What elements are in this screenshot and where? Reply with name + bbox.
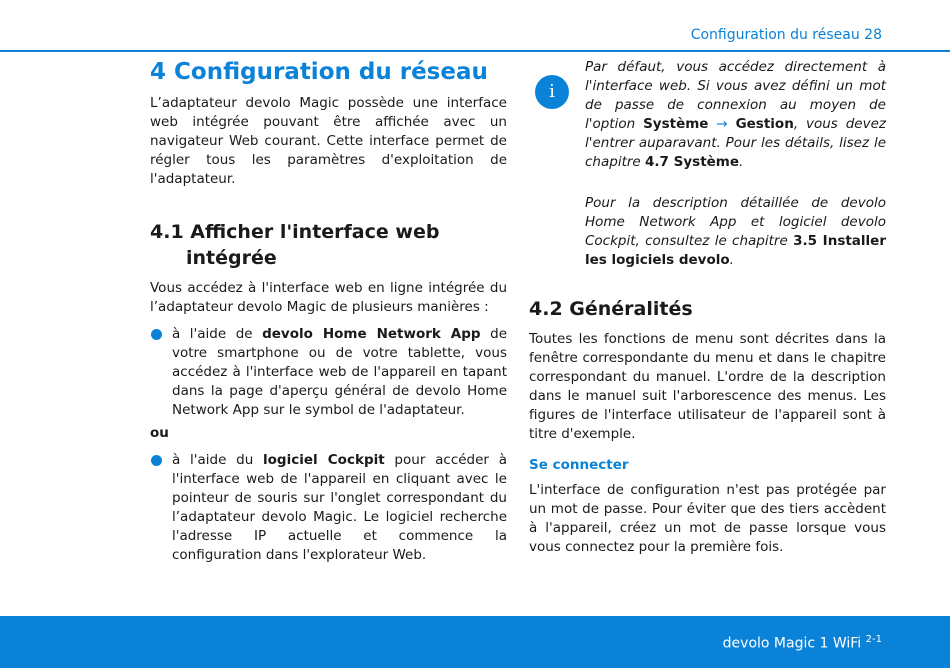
- access-intro-paragraph: Vous accédez à l'interface web en ligne intégrée du l’adaptateur devolo Magic de plusieurs manières :: [150, 280, 507, 315]
- running-header: Configuration du réseau 28: [690, 27, 882, 43]
- or-separator: ou: [150, 425, 169, 441]
- bullet-icon: [151, 455, 162, 466]
- right-column: [529, 58, 886, 557]
- list-item: à l'aide de devolo Home Network App de votre smartphone ou de votre tablette, vous accédez à l'interface web de l'appareil en tapant dans la page d'aperçu général de devolo Home Network App sur le symbol de l'adaptateur.: [150, 325, 507, 420]
- info-note-paragraph-1: Par défaut, vous accédez directement à l'interface web. Si vous avez défini un mot de passe de connexion au moyen de l'option Système → Gestion, vous devez l'entrer auparavant. Pour les détails, lisez le chapitre 4.7 Système.: [585, 59, 886, 170]
- access-methods-list: [150, 325, 507, 420]
- footer-bar: [0, 616, 950, 668]
- chapter-title: 4 Configuration du réseau: [150, 59, 488, 85]
- footer-page-number: 2-1: [865, 634, 882, 645]
- intro-paragraph: L’adaptateur devolo Magic possède une interface web intégrée pouvant être affichée avec un navigateur Web courant. Cette interface permet de régler tous les paramètres d'exploitation de l'adaptateur.: [150, 95, 507, 187]
- bullet-icon: [151, 329, 162, 340]
- subsection-title-login: Se connecter: [529, 457, 629, 473]
- section-title-4-1: 4.1 Afficher l'interface web intégrée: [150, 221, 440, 269]
- header-rule: [0, 50, 950, 52]
- info-note: [529, 58, 886, 270]
- left-column: [150, 58, 507, 565]
- access-methods-list-2: [150, 451, 507, 565]
- info-note-paragraph-2: Pour la description détaillée de devolo Home Network App et logiciel devolo Cockpit, consultez le chapitre 3.5 Installer les logiciels devolo.: [585, 195, 886, 268]
- info-icon: i: [535, 75, 569, 109]
- list-item: à l'aide du logiciel Cockpit pour accéder à l'interface web de l'appareil en cliquant avec le pointeur de souris sur l'onglet correspondant du l’adaptateur devolo Magic. Le logiciel recherche l'adresse IP actuelle et commence la configuration dans l'explorateur Web.: [150, 451, 507, 565]
- general-paragraph: Toutes les fonctions de menu sont décrites dans la fenêtre correspondante du menu et dans le chapitre correspondant du manuel. L'ordre de la description dans le manuel suit l'arborescence des menus. Les figures de l'interface utilisateur de l'appareil sont à titre d'exemple.: [529, 331, 886, 442]
- section-title-4-2: 4.2 Généralités: [529, 298, 693, 320]
- login-paragraph: L'interface de configuration n'est pas protégée par un mot de passe. Pour éviter que des tiers accèdent à l'appareil, créez un mot de passe lorsque vous vous connectez pour la première fois.: [529, 482, 886, 555]
- footer-product: devolo Magic 1 WiFi $^{2-1}$: [722, 634, 882, 652]
